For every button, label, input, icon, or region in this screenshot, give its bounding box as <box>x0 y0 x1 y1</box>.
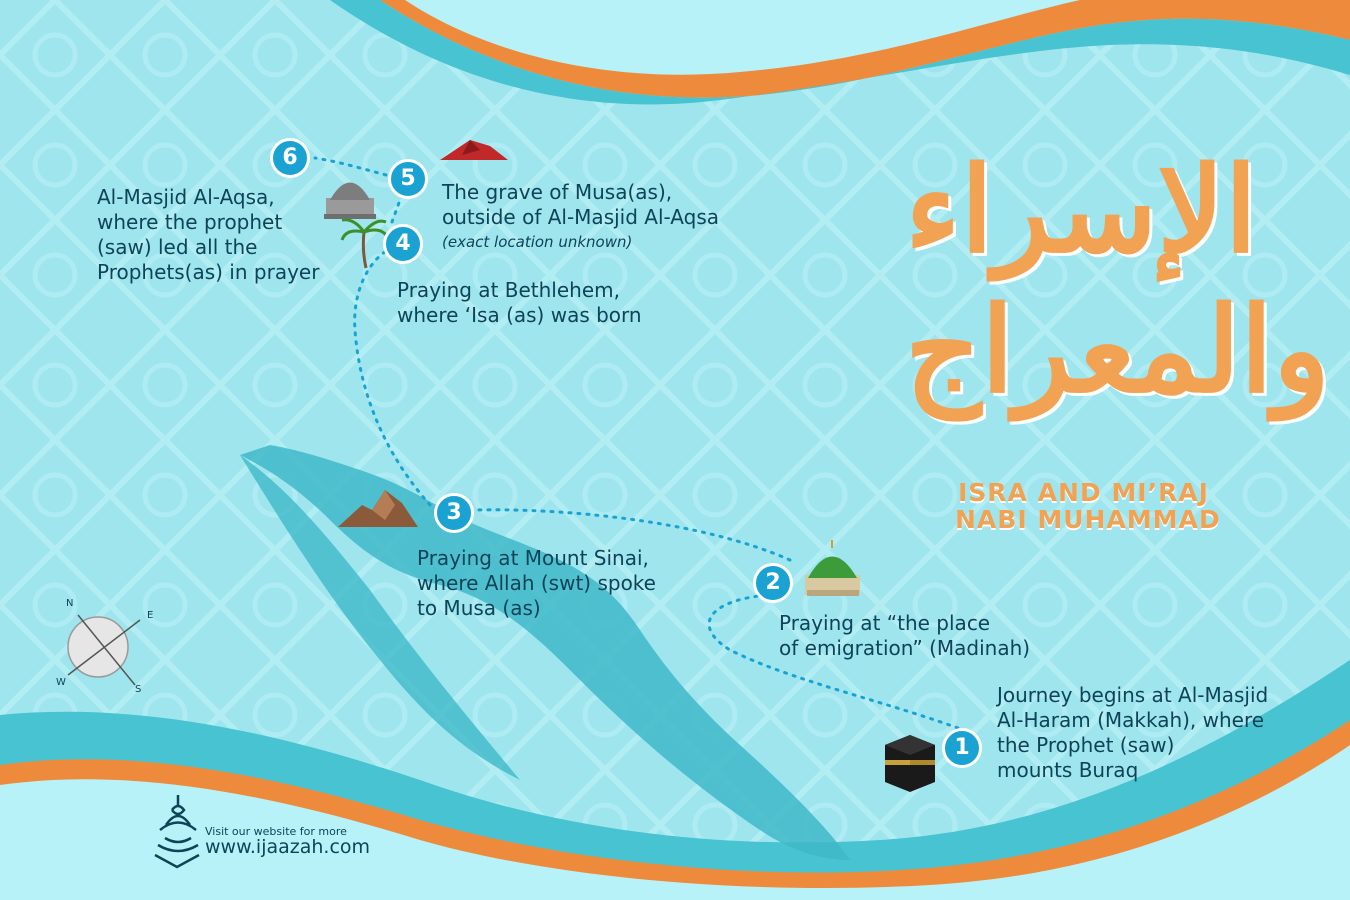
stop-4-line: Praying at Bethlehem, <box>397 278 620 302</box>
stop-3-line: to Musa (as) <box>417 596 541 620</box>
stop-4-text <box>397 278 642 328</box>
stop-3-line: Praying at Mount Sinai, <box>417 546 649 570</box>
stop-1-line: the Prophet (saw) <box>997 733 1175 757</box>
stop-1-line: Al-Haram (Makkah), where <box>997 708 1265 732</box>
stop-5-note: (exact location unknown) <box>442 233 633 251</box>
stop-2-badge: 2 <box>753 563 793 603</box>
stop-3-line: where Allah (swt) spoke <box>417 571 656 595</box>
stop-1-line: mounts Buraq <box>997 758 1139 782</box>
stop-6-line: (saw) led all the <box>97 235 258 259</box>
compass-east-label: E <box>147 610 154 621</box>
stop-6-text <box>97 185 319 285</box>
stop-5-text <box>442 180 719 230</box>
stop-4-badge: 4 <box>383 224 423 264</box>
stop-1-text <box>997 683 1268 783</box>
compass-south-label: S <box>135 684 142 695</box>
stop-6-line: where the prophet <box>97 210 283 234</box>
stop-5-line: The grave of Musa(as), <box>442 180 673 204</box>
stop-2-line: of emigration” (Madinah) <box>779 636 1031 660</box>
stop-6-line: Prophets(as) in prayer <box>97 260 320 284</box>
stop-1-line: Journey begins at Al-Masjid <box>997 683 1269 707</box>
visit-text: Visit our website for more <box>205 825 347 838</box>
stop-3-text <box>417 546 656 621</box>
stop-5-badge: 5 <box>388 159 428 199</box>
stop-1-badge: 1 <box>942 728 982 768</box>
compass-west-label: W <box>56 677 66 688</box>
stop-2-line: Praying at “the place <box>779 611 991 635</box>
title-line-1: ISRA AND MI’RAJ <box>958 478 1209 507</box>
stop-5-line: outside of Al-Masjid Al-Aqsa <box>442 205 719 229</box>
website-link[interactable]: www.ijaazah.com <box>205 836 371 858</box>
stop-3-badge: 3 <box>434 493 474 533</box>
stop-2-text <box>779 611 1030 661</box>
title-line-2: NABI MUHAMMAD <box>955 505 1221 534</box>
arabic-title: الإسراء والمعراج <box>905 140 1330 419</box>
kaaba-icon <box>885 735 935 792</box>
stop-4-line: where ‘Isa (as) was born <box>397 303 642 327</box>
compass-north-label: N <box>66 598 74 609</box>
stop-6-badge: 6 <box>270 138 310 178</box>
stop-6-line: Al-Masjid Al-Aqsa, <box>97 185 275 209</box>
